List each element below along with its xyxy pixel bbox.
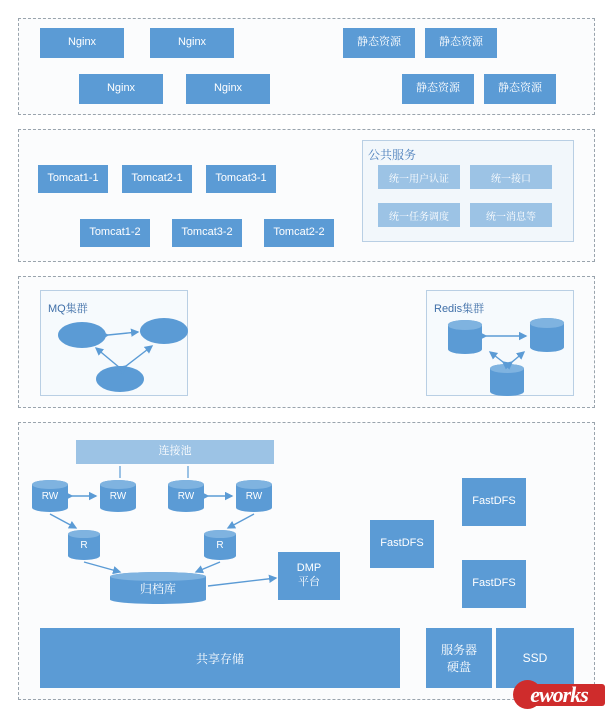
fastdfs-node-3-label: FastDFS (472, 577, 516, 590)
shared-storage-label: 共享存储 (195, 651, 244, 666)
static-resource-node-2 (425, 28, 497, 58)
nginx-node-4-label: Nginx (213, 82, 243, 95)
db-r-node-2 (204, 530, 236, 560)
shared-storage-bar (40, 628, 400, 688)
tomcat-node-3 (206, 165, 276, 193)
dmp-platform-box (278, 552, 340, 600)
connection-pool-label: 连接池 (158, 445, 192, 458)
static-resource-node-4 (484, 74, 556, 104)
service-unified-scheduler (378, 203, 460, 227)
mq-cluster-title: MQ集群 (48, 303, 88, 315)
server-disk-label-line2: 硬盘 (446, 660, 471, 674)
fastdfs-node-1-label: FastDFS (472, 495, 516, 508)
db-rw-node-2-label: RW (109, 490, 127, 502)
db-r-node-1-label: R (80, 539, 88, 551)
tomcat-node-2 (122, 165, 192, 193)
service-unified-scheduler-label: 统一任务调度 (389, 211, 449, 223)
redis-cluster-title: Redis集群 (434, 303, 485, 315)
db-rw-node-1-label: RW (41, 490, 59, 502)
tomcat-node-6-label: Tomcat2-2 (273, 226, 325, 239)
tomcat-node-4 (80, 219, 150, 247)
ssd-label: SSD (522, 651, 548, 665)
redis-node-1 (448, 320, 482, 354)
mq-node-1 (58, 322, 106, 348)
server-disk-label-line1: 服务器 (440, 643, 477, 657)
db-rw-node-1 (32, 480, 68, 512)
tomcat-node-5-label: Tomcat3-2 (181, 226, 233, 239)
fastdfs-node-2 (370, 520, 434, 568)
db-rw-node-3 (168, 480, 204, 512)
service-unified-api (470, 165, 552, 189)
service-unified-message (470, 203, 552, 227)
dmp-platform-label-line2: 平台 (298, 576, 320, 588)
service-unified-auth-label: 统一用户认证 (389, 173, 449, 185)
static-resource-node-3 (402, 74, 474, 104)
db-rw-node-4-label: RW (245, 490, 263, 502)
public-service-title: 公共服务 (368, 148, 417, 162)
redis-node-2 (530, 318, 564, 352)
nginx-node-1 (40, 28, 124, 58)
tomcat-node-3-label: Tomcat3-1 (215, 172, 267, 185)
nginx-node-2-label: Nginx (177, 36, 207, 49)
mq-node-3 (96, 366, 144, 392)
db-rw-node-2 (100, 480, 136, 512)
static-resource-node-3-label: 静态资源 (416, 82, 460, 95)
service-unified-message-label: 统一消息等 (486, 211, 536, 223)
dmp-platform-label-line1: DMP (296, 562, 322, 575)
server-disk-bar (426, 628, 492, 688)
static-resource-node-4-label: 静态资源 (498, 82, 542, 95)
nginx-node-1-label: Nginx (67, 36, 97, 49)
redis-node-3 (490, 364, 524, 396)
db-r-node-2-label: R (216, 539, 224, 551)
tomcat-node-2-label: Tomcat2-1 (131, 172, 183, 185)
watermark-eworks (511, 678, 607, 712)
tomcat-node-1 (38, 165, 108, 193)
nginx-node-3 (79, 74, 163, 104)
service-unified-api-label: 统一接口 (491, 173, 531, 185)
archive-db-label: 归档库 (139, 581, 176, 596)
service-unified-auth (378, 165, 460, 189)
nginx-node-3-label: Nginx (106, 82, 136, 95)
watermark-label: eworks (530, 682, 588, 707)
tomcat-node-1-label: Tomcat1-1 (47, 172, 99, 185)
mq-node-2 (140, 318, 188, 344)
fastdfs-node-1 (462, 478, 526, 526)
archive-db-node (110, 572, 206, 604)
nginx-node-2 (150, 28, 234, 58)
tomcat-node-5 (172, 219, 242, 247)
tomcat-node-4-label: Tomcat1-2 (89, 226, 141, 239)
fastdfs-node-3 (462, 560, 526, 608)
fastdfs-node-2-label: FastDFS (380, 537, 424, 550)
db-rw-node-4 (236, 480, 272, 512)
tomcat-node-6 (264, 219, 334, 247)
connection-pool-box (76, 440, 274, 464)
static-resource-node-1-label: 静态资源 (357, 36, 401, 49)
db-rw-node-3-label: RW (177, 490, 195, 502)
static-resource-node-2-label: 静态资源 (439, 36, 483, 49)
db-r-node-1 (68, 530, 100, 560)
nginx-node-4 (186, 74, 270, 104)
static-resource-node-1 (343, 28, 415, 58)
